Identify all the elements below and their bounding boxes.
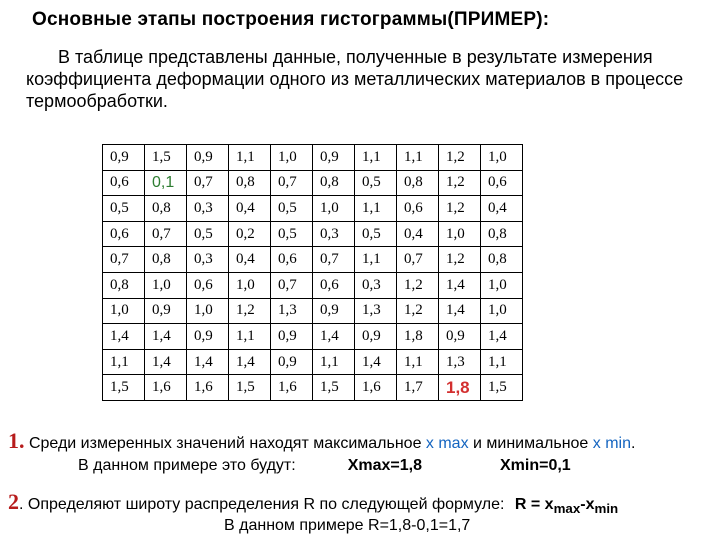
table-cell: 0,8: [103, 272, 145, 298]
table-cell: 0,6: [103, 221, 145, 247]
table-cell: 0,5: [187, 221, 229, 247]
table-cell: 1,2: [439, 170, 481, 196]
table-cell: 1,0: [481, 298, 523, 324]
table-cell: 1,1: [229, 145, 271, 171]
table-cell: 0,7: [103, 247, 145, 273]
table-cell: 1,8: [439, 375, 481, 401]
table-cell: 1,4: [439, 298, 481, 324]
table-cell: 0,7: [187, 170, 229, 196]
table-cell: 1,2: [439, 196, 481, 222]
step-2: [8, 489, 618, 516]
table-cell: 0,4: [481, 196, 523, 222]
table-cell: 1,2: [229, 298, 271, 324]
table-cell: 0,7: [271, 272, 313, 298]
table-cell: 1,5: [481, 375, 523, 401]
table-cell: 1,0: [481, 272, 523, 298]
xmax-term: x max: [425, 435, 469, 452]
table-cell: 1,1: [397, 145, 439, 171]
table-cell: 1,2: [397, 272, 439, 298]
table-cell: 0,9: [439, 324, 481, 350]
xmin-value: Xmin=0,1: [499, 457, 571, 474]
table-cell: 0,4: [229, 196, 271, 222]
table-row: [103, 247, 523, 273]
table-cell: 1,5: [103, 375, 145, 401]
table-cell: 0,8: [229, 170, 271, 196]
formula-sub-min: min: [594, 501, 619, 517]
formula-sub-max: max: [553, 501, 581, 517]
step-1-number: 1.: [8, 428, 25, 453]
step-1-text-b: и минимальное: [468, 435, 593, 452]
table-cell: 1,1: [355, 145, 397, 171]
table-cell: 0,8: [313, 170, 355, 196]
table-cell: 0,6: [397, 196, 439, 222]
table-cell: 1,5: [145, 145, 187, 171]
xmin-term: x min: [592, 435, 631, 452]
table-cell: 1,0: [439, 221, 481, 247]
formula: [514, 496, 619, 517]
table-cell: 1,1: [103, 349, 145, 375]
table-cell: 0,8: [397, 170, 439, 196]
table-cell: 1,1: [355, 247, 397, 273]
table-cell: 0,9: [187, 145, 229, 171]
page-title: Основные этапы построения гистограммы(ПРИМЕР):: [32, 9, 550, 30]
table-row: [103, 298, 523, 324]
table-cell: 1,6: [187, 375, 229, 401]
table-cell: 0,9: [187, 324, 229, 350]
step-1-text-c: .: [631, 435, 636, 452]
table-cell: 0,3: [355, 272, 397, 298]
table-cell: 1,3: [355, 298, 397, 324]
table-row: [103, 349, 523, 375]
table-cell: 0,4: [397, 221, 439, 247]
table-cell: 0,9: [355, 324, 397, 350]
table-cell: 1,2: [397, 298, 439, 324]
table-cell: 0,5: [271, 221, 313, 247]
table-cell: 1,0: [103, 298, 145, 324]
table-cell: 0,7: [397, 247, 439, 273]
measurement-table: [102, 144, 523, 401]
table-cell: 0,7: [313, 247, 355, 273]
table-cell: 1,0: [187, 298, 229, 324]
table-row: [103, 272, 523, 298]
table-cell: 1,0: [271, 145, 313, 171]
table-cell: 1,4: [103, 324, 145, 350]
table-cell: 1,0: [481, 145, 523, 171]
table-cell: 1,4: [313, 324, 355, 350]
table-cell: 1,1: [313, 349, 355, 375]
table-cell: 0,9: [313, 298, 355, 324]
table-cell: 0,9: [103, 145, 145, 171]
table-cell: 1,4: [145, 349, 187, 375]
table-cell: 0,7: [145, 221, 187, 247]
table-cell: 1,1: [481, 349, 523, 375]
table-cell: 0,3: [187, 247, 229, 273]
table-row: [103, 145, 523, 171]
table-cell: 0,8: [145, 196, 187, 222]
table-cell: 1,0: [145, 272, 187, 298]
table-cell: 1,3: [439, 349, 481, 375]
table-row: [103, 196, 523, 222]
xmax-value: Xmax=1,8: [347, 457, 422, 474]
table-cell: 1,0: [229, 272, 271, 298]
table-cell: 1,6: [355, 375, 397, 401]
table-cell: 0,8: [481, 221, 523, 247]
table-cell: 1,6: [271, 375, 313, 401]
table-cell: 0,6: [481, 170, 523, 196]
table-cell: 0,1: [145, 170, 187, 196]
table-cell: 0,6: [313, 272, 355, 298]
table-cell: 1,6: [145, 375, 187, 401]
formula-minus: -x: [580, 496, 595, 513]
table-cell: 0,6: [103, 170, 145, 196]
table-cell: 0,9: [271, 324, 313, 350]
table-cell: 1,7: [397, 375, 439, 401]
table-cell: 0,3: [313, 221, 355, 247]
table-row: [103, 324, 523, 350]
table-cell: 1,4: [481, 324, 523, 350]
formula-lhs: R = x: [514, 496, 554, 513]
step-1-example-label: В данном примере это будут:: [78, 457, 296, 474]
table-cell: 1,5: [313, 375, 355, 401]
table-cell: 0,9: [271, 349, 313, 375]
table-cell: 1,1: [229, 324, 271, 350]
table-row: [103, 375, 523, 401]
table-cell: 1,3: [271, 298, 313, 324]
table-row: [103, 221, 523, 247]
table-cell: 0,8: [145, 247, 187, 273]
table-cell: 1,4: [355, 349, 397, 375]
step-1-text-a: Среди измеренных значений находят максимальное: [28, 435, 426, 452]
table-row: [103, 170, 523, 196]
table-cell: 0,6: [271, 247, 313, 273]
table-cell: 1,4: [439, 272, 481, 298]
table-cell: 1,4: [145, 324, 187, 350]
table-cell: 0,5: [355, 221, 397, 247]
table-cell: 1,5: [229, 375, 271, 401]
table-cell: 0,2: [229, 221, 271, 247]
table-cell: 0,6: [187, 272, 229, 298]
table-cell: 0,9: [313, 145, 355, 171]
table-cell: 1,2: [439, 145, 481, 171]
step-1: [8, 428, 635, 454]
table-cell: 0,8: [481, 247, 523, 273]
step-2-example: В данном примере R=1,8-0,1=1,7: [224, 517, 471, 534]
table-cell: 0,9: [145, 298, 187, 324]
table-cell: 1,4: [229, 349, 271, 375]
step-2-text: . Определяют широту распределения R по следующей формуле:: [19, 496, 505, 513]
table-cell: 0,5: [103, 196, 145, 222]
table-cell: 0,3: [187, 196, 229, 222]
table-cell: 1,1: [355, 196, 397, 222]
table-cell: 0,5: [271, 196, 313, 222]
step-1-example: [78, 457, 571, 475]
table-cell: 0,5: [355, 170, 397, 196]
table-cell: 1,0: [313, 196, 355, 222]
table-cell: 1,8: [397, 324, 439, 350]
intro-paragraph: [26, 46, 686, 112]
table-cell: 1,2: [439, 247, 481, 273]
table-cell: 1,4: [187, 349, 229, 375]
step-2-number: 2: [8, 489, 19, 514]
table-cell: 0,4: [229, 247, 271, 273]
table-cell: 0,7: [271, 170, 313, 196]
intro-text: В таблице представлены данные, полученные в результате измерения коэффициента деформации одного из металлических материалов в процессе термообработки.: [26, 47, 684, 111]
table-cell: 1,1: [397, 349, 439, 375]
